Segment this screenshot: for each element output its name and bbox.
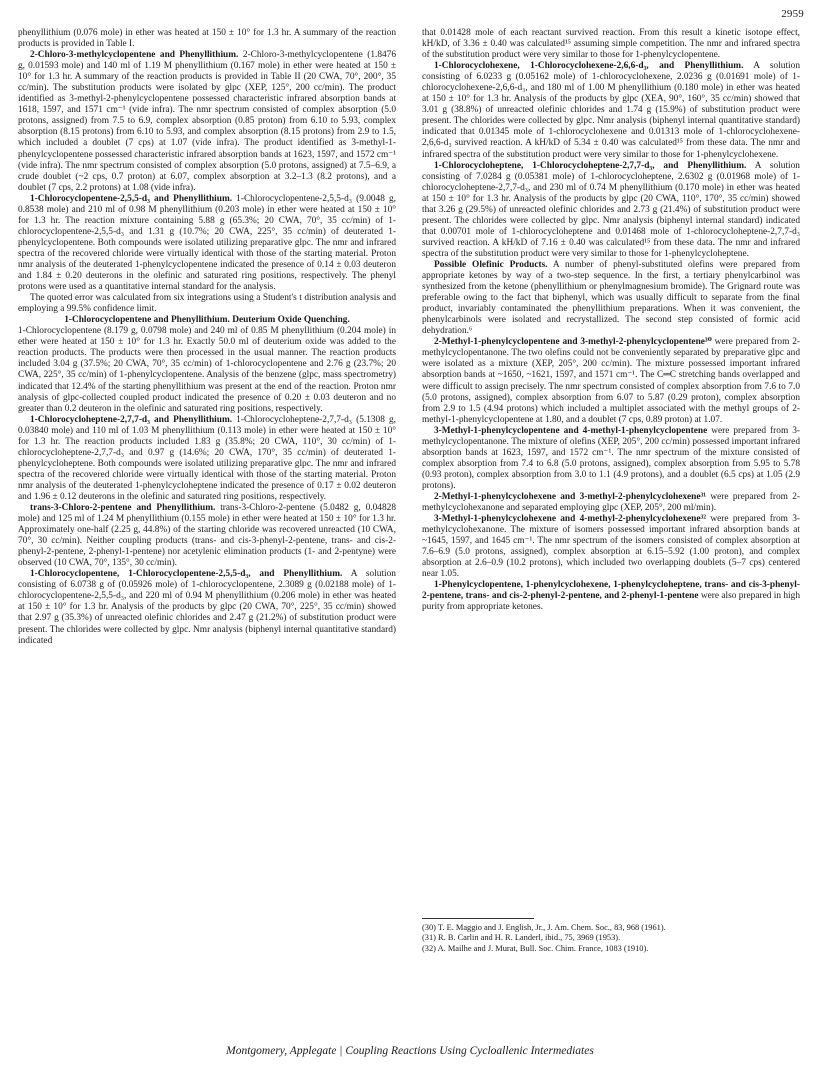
- paragraph-heading: 2-Methyl-1-phenylcyclopentene and 3-methyl-2-phenylcyclopentene³⁰: [434, 337, 712, 348]
- paragraph-heading: 1-Chlorocycloheptene-2,7,7-d₃ and Phenyllithium.: [30, 414, 233, 425]
- paragraph-text: trans-3-Chloro-2-pentene (5.0482 g, 0.04828 mole) and 125 ml of 1.24 M phenyllithium (0.155 mole) in ether were heated at 150 ± 10° for 1.3 hr. Approximately one-half (2.25 g, 44.8%) of the starting chloride was recovered unreacted (10 CWA, 70°, 30 cc/min). Neither coupling products (trans- and cis-3-phenyl-2-pentene, trans- and cis-2-phenyl-2-pentene, 2-phenyl-1-pentene) nor acetylenic elimination products (1- and 2-pentyne) were observed (10 CWA, 70°, 135°, 30 cc/min).: [18, 503, 396, 569]
- references-divider: [422, 918, 534, 919]
- paragraph-text: A number of phenyl-substituted olefins were prepared from appropriate ketones by way of a two-step sequence. In the first, a tertiary phenylcarbinol was synthesized from the ketone (phenyllithium or phenylmagnesium bromide). The Grignard route was preferable owing to the fact that biphenyl, which was usually difficult to separate from the final product, invariably contaminated the phenyllithium preparations. When it was convenient, the phenylcarbinols were isolated and recrystallized. The second step consisted of formic acid dehydration.⁶: [422, 259, 800, 337]
- paragraph: [18, 415, 396, 503]
- reference-item: (30) T. E. Maggio and J. English, Jr., J. Am. Chem. Soc., 83, 968 (1961).: [422, 923, 666, 932]
- paragraph-text: were prepared from 3-methylcyclohexanone. The mixture of isomers possessed important infrared absorption bands at ~1645, 1597, and 1645 cm⁻¹. The nmr spectrum of the isomers consisted of complex absorption at 7.6–6.9 (5.0 protons, assigned), complex absorption at 6.15–5.92 (1.00 proton), and complex absorption at 2.6–0.9 (10.2 protons), which included two overlapping doublets (5–7 cps) centered near 1.05.: [422, 514, 800, 580]
- paragraph-heading: 1-Chlorocycloheptene, 1-Chlorocycloheptene-2,7,7-d₃, and Phenyllithium.: [434, 160, 747, 171]
- paragraph: [422, 61, 800, 160]
- paragraph-text: The quoted error was calculated from six integrations using a Student's t distribution analysis and employing a 99.5% confidence limit.: [18, 293, 396, 315]
- running-footer: Montgomery, Applegate | Coupling Reactions Using Cycloallenic Intermediates: [226, 1045, 594, 1057]
- paragraph-text: 1-Chlorocycloheptene-2,7,7-d₃ (5.1308 g, 0.03840 mole) and 110 ml of 1.03 M phenyllithium (0.113 mole) in ether were heated at 150 ± 10° for 1.3 hr. The reaction products included 1.83 g (35.8%; 20 CWA, 110°, 30 cc/min) of 1-chlorocycloheptene-2,7,7-d₃ and 0.97 g (14.6%; 20 CWA, 170°, 35 cc/min) of deuterated 1-phenylcycloheptene. Both compounds were isolated utilizing preparative glpc. The nmr and infrared spectra of the recovered chloride were virtually identical with those of the starting material. Proton nmr analysis of the deuterated 1-phenylcycloheptene indicated the presence of 0.17 ± 0.02 deuteron and 1.96 ± 0.12 deuterons in the olefinic and saturated ring positions, respectively.: [18, 414, 396, 502]
- paragraph: [422, 260, 800, 337]
- paragraph: [18, 326, 396, 414]
- paragraph-heading: trans-3-Chloro-2-pentene and Phenyllithium.: [30, 503, 216, 514]
- paragraph: [422, 514, 800, 580]
- paragraph-heading: 2-Methyl-1-phenylcyclohexene and 3-methyl-2-phenylcyclohexene³¹: [434, 491, 707, 502]
- paragraph-text: that 0.01428 mole of each reactant survived reaction. From this result a kinetic isotope effect, kH/kD, of 3.36 ± 0.40 was calculated¹⁵ assuming simple competition. The nmr and infrared spectra of the substitution product were very similar to those for 1-phenylcyclopentene.: [422, 28, 800, 61]
- left-column: [18, 28, 396, 647]
- paragraph: [422, 580, 800, 613]
- paragraph-text: A solution consisting of 6.0233 g (0.05162 mole) of 1-chlorocyclohexene, 2.0236 g (0.01691 mole) of 1-chlorocyclohexene-2,6,6-d₃, and 180 ml of 1.00 M phenyllithium (0.180 mole) in ether was heated at 150 ± 10° for 1.3 hr. Analysis of the products by glpc (XEA, 90°, 160°, 35 cc/min) showed that 3.01 g (38.8%) of unreacted olefinic chlorides and 1.74 g (15.9%) of substitution product were present. The chlorides were collected by glpc. Nmr analysis (biphenyl internal quantitative standard) indicated that 0.01345 mole of 1-chlorocyclohexene and 0.01313 mole of 1-chlorocyclohexene-2,6,6-d₃ survived reaction. A kH/kD of 5.34 ± 0.40 was calculated¹⁵ from these data. The nmr and infrared spectra of the substitution product were very similar to those for 1-phenylcyclohexene.: [422, 61, 801, 160]
- paragraph-text: phenyllithium (0.076 mole) in ether was heated at 150 ± 10° for 1.3 hr. A summary of the reaction products is provided in Table I.: [18, 28, 396, 50]
- references: [422, 923, 800, 954]
- paragraph-text: A solution consisting of 6.0738 g of (0.05926 mole) of 1-chlorocyclopentene, 2.3089 g (0.02188 mole) of 1-chlorocyclopentene-2,5,5-d₃, and 220 ml of 0.94 M phenyllithium (0.206 mole) in ether was heated at 150 ± 10° for 1.3 hr. Analysis of the products by glpc (20 CWA, 70°, 225°, 35 cc/min) showed that 2.97 g (35.3%) of unreacted olefinic chlorides and 2.47 g (21.2%) of substitution product were present. The chlorides were collected by glpc. Nmr analysis (biphenyl internal quantitative standard) indicated: [18, 569, 396, 646]
- paragraph: [18, 50, 396, 194]
- paragraph-heading: 1-Chlorocyclopentene-2,5,5-d₃ and Phenyllithium.: [30, 193, 233, 204]
- paragraph-heading: 1-Chlorocyclohexene, 1-Chlorocyclohexene-2,6,6-d₃, and Phenyllithium.: [434, 61, 744, 72]
- paragraph-text: 1-Chlorocyclopentene-2,5,5-d₃ (9.0048 g, 0.8538 mole) and 210 ml of 0.98 M phenyllithium (0.203 mole) in ether were heated at 150 ± 10° for 1.3 hr. The reaction mixture containing 5.88 g (65.3%; 20 CWA, 70°, 35 cc/min) of 1-chlorocyclopentene-2,5,5-d₃ and 1.31 g (10.7%; 20 CWA, 225°, 35 cc/min) of deuterated 1-phenylcyclopentene. Both compounds were isolated utilizing preparative glpc. The nmr and infrared spectra of the recovered chloride were virtually identical with those of the starting material. Proton nmr analysis of the deuterated 1-phenylcyclopentene indicated the presence of 0.14 ± 0.03 deuteron and 1.84 ± 0.20 deuterons in the olefinic and saturated ring positions, respectively. The phenyl protons were used as a quantitative internal standard for the analysis.: [18, 193, 396, 293]
- paragraph-text: were prepared from 2-methylcyclopentanone. The two olefins could not be conveniently separated by preparative glpc and were isolated as a mixture (XEP, 205°, 200 cc/min). The mixture possessed important infrared absorption bands at ~1650, ~1621, 1597, and 1571 cm⁻¹. The C═C stretching bands overlapped and were difficult to assign precisely. The nmr spectrum consisted of complex absorption from 7.6 to 7.0 (5.0 protons, assigned), complex absorption from 6.07 to 5.87 (0.29 proton), complex absorption from 2.9 to 1.5 (4.94 protons) which included a multiplet associated with the methyl groups of 2-methyl-1-phenylcyclopentene at 1.80, and a doublet (7 cps, 0.89 proton) at 1.07.: [422, 337, 800, 425]
- paragraph: [18, 315, 396, 326]
- paragraph: [18, 28, 396, 50]
- paragraph-heading: 1-Phenylcyclopentene, 1-phenylcyclohexene, 1-phenylcycloheptene, trans- and cis-3-phenyl-2-pentene, trans- and cis-2-phenyl-2-pentene, and 2-phenyl-1-pentene: [422, 580, 800, 602]
- paragraph-heading: 1-Chlorocyclopentene and Phenyllithium. Deuterium Oxide Quenching.: [64, 315, 350, 326]
- page-number: 2959: [781, 8, 804, 20]
- paragraph: [422, 337, 800, 425]
- paragraph: [422, 492, 800, 514]
- reference-item: (32) A. Mailhe and J. Murat, Bull. Soc. Chim. France, 1083 (1910).: [422, 943, 649, 953]
- paragraph-text: 2-Chloro-3-methylcyclopentene (1.8476 g, 0.01593 mole) and 140 ml of 1.19 M phenyllithium (0.167 mole) in ether were heated at 150 ± 10° for 1.3 hr. A summary of the reaction products is provided in Table II (20 CWA, 70°, 200°, 35 cc/min). The substitution products were isolated by glpc (XEP, 125°, 200 cc/min). The product identified as 3-methyl-2-phenylcyclopentene possessed characteristic infrared absorption bands at 1618, 1597, and 1571 cm⁻¹ (vide infra). The nmr spectrum consisted of complex absorption (5.0 protons, assigned) from 7.5 to 6.9, complex absorption (0.85 proton) from 6.10 to 5.93, complex absorption (8.15 protons) from 6.10 to 5.93, and complex absorption (8.15 protons) from 2.9 to 1.5, which included a doublet (7 cps) at 1.07 (vide infra). The product identified as 3-methyl-1-phenylcyclopentene possessed characteristic infrared absorption bands at 1623, 1597, and 1572 cm⁻¹ (vide infra). The nmr spectrum consisted of complex absorption (5.0 protons, assigned) at 7.5–6.9, a crude doublet (~2 cps, 0.7 proton) at 6.07, complex absorption at 3.2–1.3 (8.2 protons), and a doublet (7 cps, 2.2 protons) at 1.08 (vide infra).: [18, 50, 397, 193]
- paragraph: [422, 161, 800, 260]
- paragraph-text: A solution consisting of 7.0284 g (0.05381 mole) of 1-chlorocycloheptene, 2.6302 g (0.01968 mole) of 1-chlorocycloheptene-2,7,7-d₃, and 230 ml of 0.74 M phenyllithium (0.170 mole) in ether was heated at 150 ± 10° for 1.3 hr. Analysis of the products by glpc (20 CWA, 110°, 170°, 35 cc/min) showed that 3.26 g (29.5%) of unreacted olefinic chlorides and 2.73 g (21.4%) of substitution product were present. The chlorides were collected by glpc. Nmr analysis (biphenyl internal standard) indicated that 0.00701 mole of 1-chlorocycloheptene and 0.01468 mole of 1-chlorocycloheptene-2,7,7-d₃ survived reaction. A kH/kD of 7.16 ± 0.40 was calculated¹⁵ from these data. The nmr and infrared spectra of the substitution product were very similar to those for 1-phenylcycloheptene.: [422, 160, 800, 259]
- paragraph-text: were prepared from 2-methylcyclohexanone and separated employing glpc (XEP, 205°, 200 ml/min).: [422, 491, 800, 514]
- paragraph-heading: 3-Methyl-1-phenylcyclohexene and 4-methyl-2-phenylcyclohexene³²: [434, 514, 707, 525]
- paragraph: [18, 503, 396, 569]
- paragraph: [18, 194, 396, 293]
- right-column: [422, 28, 800, 613]
- paragraph-text: were also prepared in high purity from appropriate ketones.: [422, 591, 800, 613]
- paragraph: [18, 293, 396, 315]
- paragraph-heading: 2-Chloro-3-methylcyclopentene and Phenyllithium.: [30, 50, 239, 61]
- reference-item: (31) R. B. Carlin and H. R. Landerl, ibid., 75, 3969 (1953).: [422, 933, 621, 943]
- paragraph: [422, 28, 800, 61]
- paragraph-text: were prepared from 3-methylcyclopentanone. The mixture of olefins (XEP, 205°, 200 cc/min) possessed important infrared absorption bands at 1623, 1597, and 1572 cm⁻¹. The nmr spectrum of the mixture consisted of complex absorption from 7.4 to 6.8 (5.0 protons, assigned), complex absorption from 5.95 to 5.78 (0.93 proton), complex absorption from 3.0 to 1.1 (4.9 protons), and a doublet (6.5 cps) at 1.05 (2.9 protons).: [422, 425, 800, 491]
- paragraph-heading: 3-Methyl-1-phenylcyclopentene and 4-methyl-1-phenylcyclopentene: [434, 425, 708, 436]
- paragraph: [422, 426, 800, 492]
- paragraph: [18, 569, 396, 646]
- paragraph-heading: Possible Olefinic Products.: [434, 259, 548, 270]
- paragraph-text: 1-Chlorocyclopentene (8.179 g, 0.0798 mole) and 240 ml of 0.85 M phenyllithium (0.204 mole) in ether were heated at 150 ± 10° for 1.3 hr. Exactly 50.0 ml of deuterium oxide was added to the reaction products. The products were then processed in the usual manner. The reaction products included 3.04 g (37.5%; 20 CWA, 70°, 35 cc/min) of 1-chlorocyclopentene and 2.76 g (23.7%; 20 CWA, 225°, 35 cc/min) of 1-phenylcyclopentene. Analysis of the benzene (glpc, mass spectrometry) indicated that 12.4% of the starting phenyllithium was present at the end of the reaction. Proton nmr analysis of glpc-collected coupled product indicated the presence of 0.20 ± 0.03 deuteron and no greater than 0.2 deuteron in the olefinic and saturated ring positions, respectively.: [18, 326, 396, 414]
- paragraph-heading: 1-Chlorocyclopentene, 1-Chlorocyclopentene-2,5,5-d₃, and Phenyllithium.: [30, 569, 343, 580]
